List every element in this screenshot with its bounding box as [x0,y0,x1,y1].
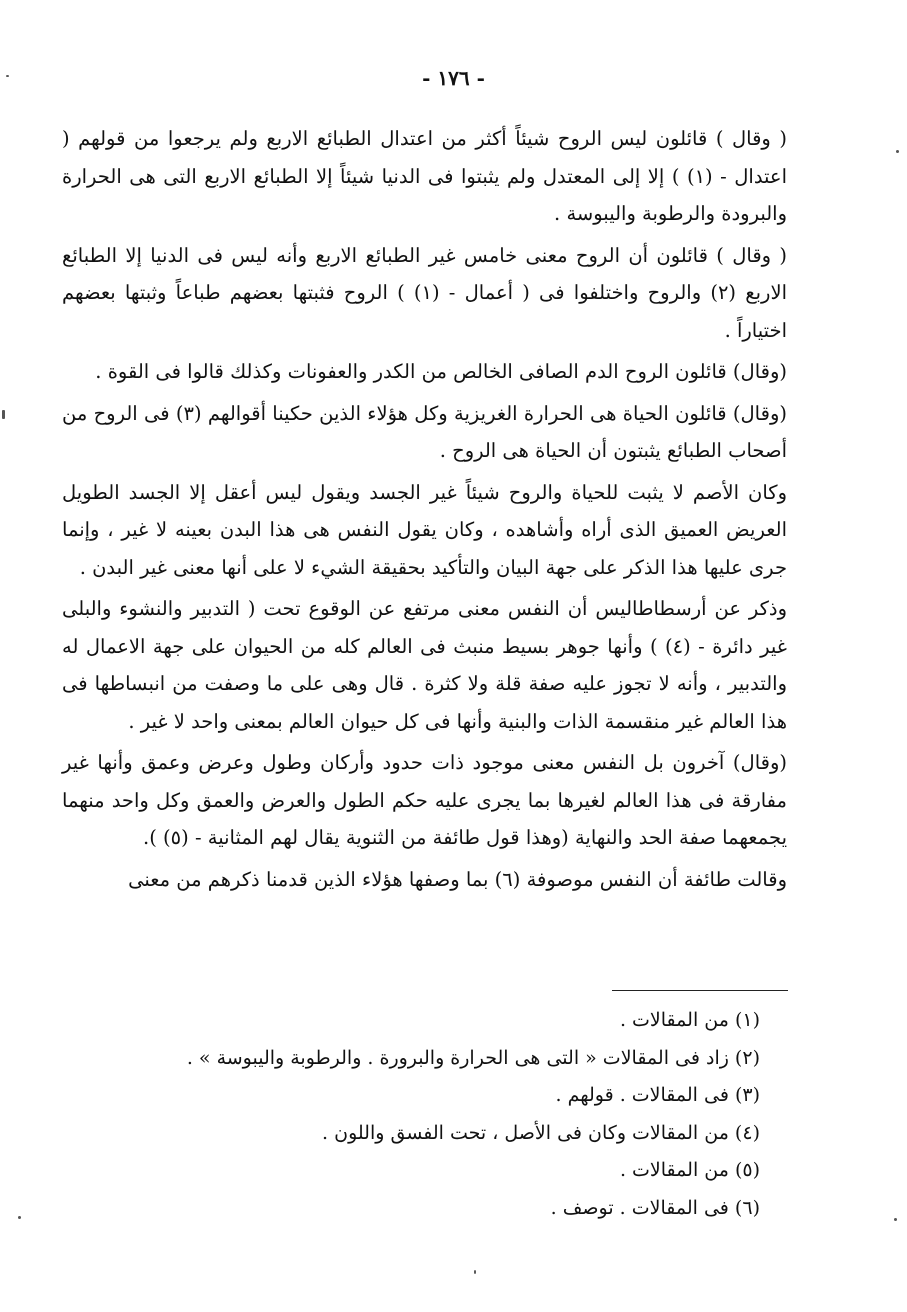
paragraph-2: ( وقال ) قائلون أن الروح معنى خامس غير الطبائع الاربع وأنه ليس فى الدنيا إلا الطبائع الاربع (٢) والروح واختلفوا فى ( أعمال - (١) ) الروح فثبتها بعضهم طباعاً وثبتها بعضهم اختياراً . [62,243,787,342]
paragraph-1: ( وقال ) قائلون ليس الروح شيئاً أكثر من اعتدال الطبائع الاربع ولم يرجعوا من قولهم ( اعتدال - (١) ) إلا إلى المعتدل ولم يثبتوا فى الدنيا شيئاً إلا الطبائع الاربع التى هى الحرارة والبرودة والرطوبة واليبوسة . [62,127,787,225]
footnote-2: (٢) زاد فى المقالات « التى هى الحرارة والبرورة . والرطوبة واليبوسة » . [186,1046,760,1069]
scan-speck [474,1270,476,1274]
footnote-6: (٦) فى المقالات . توصف . [550,1196,760,1219]
paragraph-7: (وقال) آخرون بل النفس معنى موجود ذات حدود وأركان وطول وعرض وعمق وأنها غير مفارقة فى هذا العالم لغيرها بما يجرى عليه حكم الطول والعرض والعمق وكل واحد منهما يجمعهما صفة الحد والنهاية (وهذا قول طائفة من الثنوية يقال لهم المثانية - (٥) ). [62,751,787,849]
page-number: - ١٧٦ - [422,66,485,90]
footnotes [100,1002,760,1227]
scan-speck [6,75,9,77]
footnote-4: (٤) من المقالات وكان فى الأصل ، تحت الفسق واللون . [322,1121,760,1144]
paragraph-3: (وقال) قائلون الروح الدم الصافى الخالص من الكدر والعفونات وكذلك قالوا فى القوة . [95,360,787,383]
scan-speck [2,410,5,419]
scan-speck [18,1216,21,1219]
scan-speck [894,1218,897,1221]
paragraph-4: (وقال) قائلون الحياة هى الحرارة الغريزية وكل هؤلاء الذين حكينا أقوالهم (٣) فى الروح من أصحاب الطبائع يثبتون أن الحياة هى الروح . [62,401,787,462]
footnote-1: (١) من المقالات . [619,1009,760,1031]
footnote-5: (٥) من المقالات . [619,1159,760,1181]
paragraph-5: وكان الأصم لا يثبت للحياة والروح شيئاً غير الجسد ويقول ليس أعقل إلا الجسد الطويل العريض العميق الذى أراه وأشاهده ، وكان يقول النفس هى هذا البدن بعينه لا غير ، وإنما جرى عليها هذا الذكر على جهة البيان والتأكيد بحقيقة الشيء لا على أنها معنى غير البدن . [62,480,787,579]
main-text [62,120,787,902]
footnote-3: (٣) فى المقالات . قولهم . [555,1084,760,1106]
scan-speck [896,150,899,153]
paragraph-8: وقالت طائفة أن النفس موصوفة (٦) بما وصفها هؤلاء الذين قدمنا ذكرهم من معنى [128,867,787,891]
footnote-separator [612,990,788,991]
paragraph-6: وذكر عن أرسطاطاليس أن النفس معنى مرتفع عن الوقوع تحت ( التدبير والنشوء والبلى غير دائرة - (٤) ) وأنها جوهر بسيط منبث فى العالم كله من الحيوان على جهة الاعمال له والتدبير ، وأنه لا تجوز عليه صفة قلة ولا كثرة . قال وهى على ما وصفت من انبساطها فى هذا العالم غير منقسمة الذات والبنية وأنها فى كل حيوان العالم بمعنى واحد لا غير . [62,597,787,733]
